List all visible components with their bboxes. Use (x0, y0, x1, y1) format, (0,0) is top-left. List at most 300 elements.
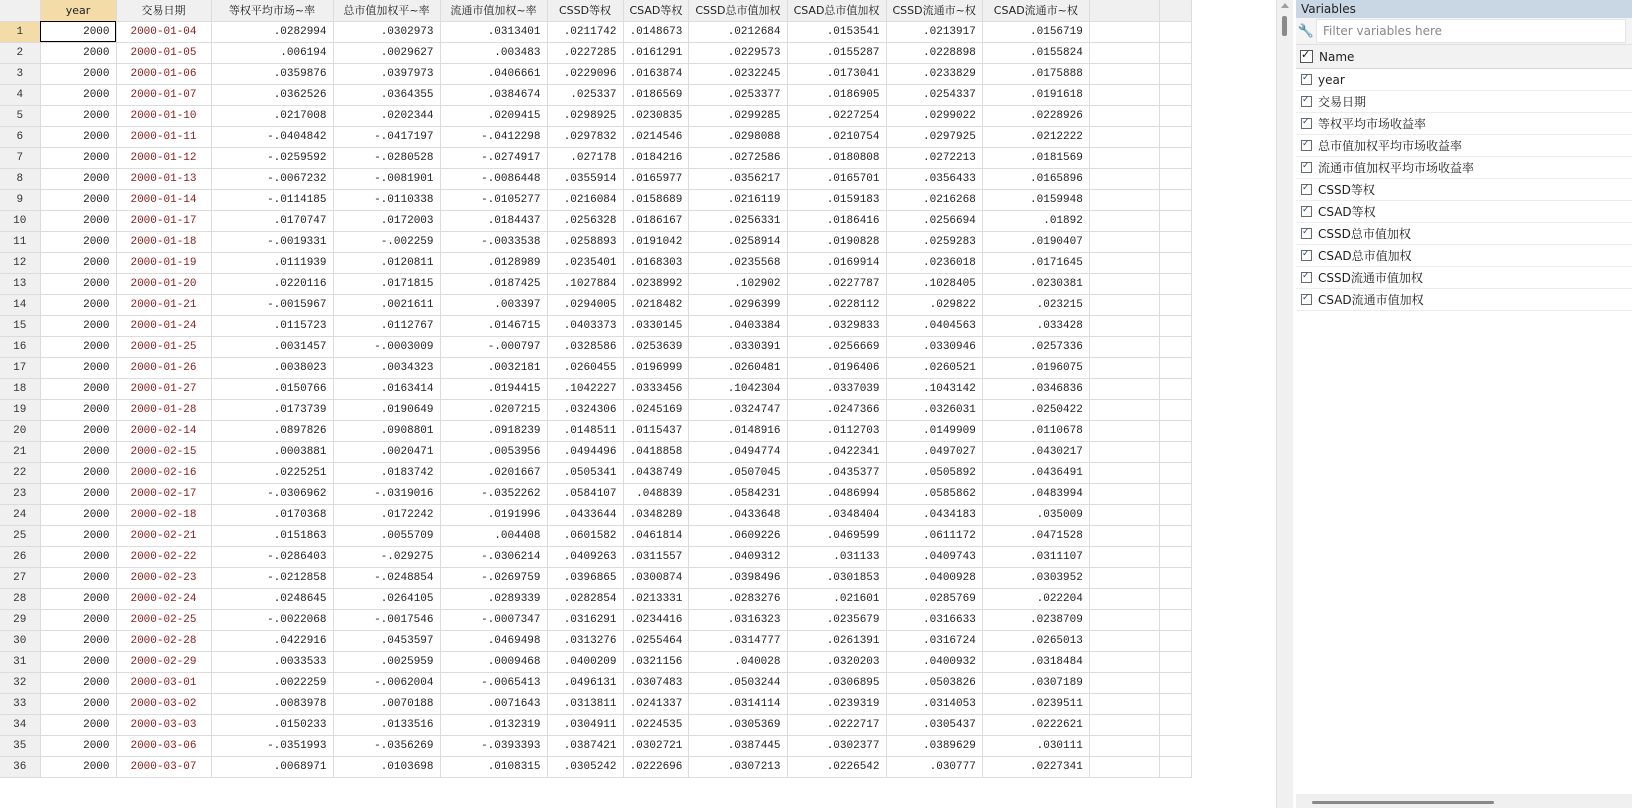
data-cell[interactable]: 2000 (40, 336, 116, 357)
row-number[interactable]: 35 (0, 735, 40, 756)
data-cell[interactable]: .0611172 (886, 525, 982, 546)
data-cell[interactable]: .0403384 (689, 315, 787, 336)
data-cell[interactable]: .0505341 (547, 462, 623, 483)
data-cell[interactable]: -.0306962 (211, 483, 333, 504)
date-cell[interactable]: 2000-01-21 (116, 294, 211, 315)
data-cell[interactable]: .0434183 (886, 504, 982, 525)
data-cell[interactable]: .0228898 (886, 42, 982, 63)
date-cell[interactable]: 2000-01-10 (116, 105, 211, 126)
empty-cell[interactable] (1159, 630, 1191, 651)
data-cell[interactable]: .0227254 (787, 105, 886, 126)
empty-cell[interactable] (1159, 714, 1191, 735)
data-cell[interactable]: .040028 (689, 651, 787, 672)
data-cell[interactable]: .0230835 (623, 105, 689, 126)
date-cell[interactable]: 2000-01-25 (116, 336, 211, 357)
data-cell[interactable]: .0202344 (333, 105, 440, 126)
data-cell[interactable]: .0356217 (689, 168, 787, 189)
data-cell[interactable]: .0207215 (440, 399, 547, 420)
empty-cell[interactable] (1159, 399, 1191, 420)
data-cell[interactable]: .0398496 (689, 567, 787, 588)
date-cell[interactable]: 2000-02-29 (116, 651, 211, 672)
data-cell[interactable]: .0165896 (982, 168, 1089, 189)
variable-checkbox[interactable] (1301, 250, 1312, 261)
data-cell[interactable]: .0355914 (547, 168, 623, 189)
data-cell[interactable]: .0210754 (787, 126, 886, 147)
data-cell[interactable]: .0298925 (547, 105, 623, 126)
empty-cell[interactable] (1089, 105, 1159, 126)
data-cell[interactable]: .0186416 (787, 210, 886, 231)
empty-cell[interactable] (1159, 420, 1191, 441)
data-cell[interactable]: .0186569 (623, 84, 689, 105)
data-cell[interactable]: .0260455 (547, 357, 623, 378)
date-cell[interactable]: 2000-02-24 (116, 588, 211, 609)
variable-checkbox[interactable] (1301, 294, 1312, 305)
data-cell[interactable]: .0305242 (547, 756, 623, 777)
data-cell[interactable]: 2000 (40, 588, 116, 609)
data-cell[interactable]: 2000 (40, 609, 116, 630)
data-cell[interactable]: .0330391 (689, 336, 787, 357)
data-cell[interactable]: .0021611 (333, 294, 440, 315)
data-cell[interactable]: .0313401 (440, 21, 547, 42)
data-cell[interactable]: -.0274917 (440, 147, 547, 168)
data-cell[interactable]: .0494774 (689, 441, 787, 462)
scroll-up-arrow-icon[interactable] (1281, 3, 1289, 8)
data-cell[interactable]: .0213331 (623, 588, 689, 609)
data-cell[interactable]: -.0086448 (440, 168, 547, 189)
data-cell[interactable]: .0194415 (440, 378, 547, 399)
data-cell[interactable]: 2000 (40, 378, 116, 399)
data-cell[interactable]: 2000 (40, 462, 116, 483)
data-cell[interactable]: .0070188 (333, 693, 440, 714)
empty-cell[interactable] (1089, 126, 1159, 147)
data-cell[interactable]: .0302973 (333, 21, 440, 42)
row-number[interactable]: 19 (0, 399, 40, 420)
data-cell[interactable]: .0430217 (982, 441, 1089, 462)
data-cell[interactable]: .025337 (547, 84, 623, 105)
data-cell[interactable]: 2000 (40, 63, 116, 84)
data-cell[interactable]: .0146715 (440, 315, 547, 336)
data-cell[interactable]: .0261391 (787, 630, 886, 651)
row-number[interactable]: 34 (0, 714, 40, 735)
empty-cell[interactable] (1159, 105, 1191, 126)
date-cell[interactable]: 2000-01-13 (116, 168, 211, 189)
variable-item[interactable] (1296, 157, 1632, 179)
data-cell[interactable]: .0328586 (547, 336, 623, 357)
data-cell[interactable]: .0156719 (982, 21, 1089, 42)
data-cell[interactable]: .0283276 (689, 588, 787, 609)
data-cell[interactable]: .0299285 (689, 105, 787, 126)
data-cell[interactable]: .0285769 (886, 588, 982, 609)
empty-cell[interactable] (1089, 567, 1159, 588)
data-cell[interactable]: .006194 (211, 42, 333, 63)
data-cell[interactable]: -.0248854 (333, 567, 440, 588)
empty-cell[interactable] (1159, 336, 1191, 357)
empty-cell[interactable] (1159, 651, 1191, 672)
wrench-icon[interactable]: 🔧 (1297, 23, 1315, 39)
data-cell[interactable]: .0585862 (886, 483, 982, 504)
data-cell[interactable]: .0289339 (440, 588, 547, 609)
data-cell[interactable]: .0256694 (886, 210, 982, 231)
empty-cell[interactable] (1089, 693, 1159, 714)
data-cell[interactable]: .0422916 (211, 630, 333, 651)
data-cell[interactable]: .0507045 (689, 462, 787, 483)
date-cell[interactable]: 2000-03-07 (116, 756, 211, 777)
data-cell[interactable]: .1043142 (886, 378, 982, 399)
variable-checkbox[interactable] (1301, 162, 1312, 173)
empty-column-header[interactable] (1159, 0, 1191, 21)
empty-cell[interactable] (1159, 42, 1191, 63)
row-number[interactable]: 12 (0, 252, 40, 273)
data-cell[interactable]: .0302721 (623, 735, 689, 756)
data-cell[interactable]: .0226542 (787, 756, 886, 777)
data-cell[interactable]: .0196075 (982, 357, 1089, 378)
data-cell[interactable]: .0148511 (547, 420, 623, 441)
data-cell[interactable]: .0227285 (547, 42, 623, 63)
date-cell[interactable]: 2000-01-04 (116, 21, 211, 42)
empty-cell[interactable] (1159, 756, 1191, 777)
data-cell[interactable]: .0908801 (333, 420, 440, 441)
row-number[interactable]: 20 (0, 420, 40, 441)
data-cell[interactable]: .0217008 (211, 105, 333, 126)
data-cell[interactable]: .0153541 (787, 21, 886, 42)
data-cell[interactable]: .0173739 (211, 399, 333, 420)
data-cell[interactable]: .0241337 (623, 693, 689, 714)
data-cell[interactable]: .0503244 (689, 672, 787, 693)
data-cell[interactable]: 2000 (40, 567, 116, 588)
empty-cell[interactable] (1159, 546, 1191, 567)
data-cell[interactable]: -.0062004 (333, 672, 440, 693)
data-cell[interactable]: .0305369 (689, 714, 787, 735)
data-cell[interactable]: .0316323 (689, 609, 787, 630)
empty-cell[interactable] (1089, 210, 1159, 231)
date-cell[interactable]: 2000-01-27 (116, 378, 211, 399)
data-cell[interactable]: -.002259 (333, 231, 440, 252)
row-number[interactable]: 26 (0, 546, 40, 567)
data-cell[interactable]: .0311557 (623, 546, 689, 567)
data-cell[interactable]: .0227787 (787, 273, 886, 294)
data-cell[interactable]: .0259283 (886, 231, 982, 252)
data-cell[interactable]: .0175888 (982, 63, 1089, 84)
data-cell[interactable]: .0111939 (211, 252, 333, 273)
data-cell[interactable]: .0120811 (333, 252, 440, 273)
corner-cell[interactable] (0, 0, 40, 21)
empty-cell[interactable] (1159, 672, 1191, 693)
data-cell[interactable]: -.0017546 (333, 609, 440, 630)
data-cell[interactable]: -.0393393 (440, 735, 547, 756)
column-header[interactable]: 总市值加权平~率 (333, 0, 440, 21)
data-cell[interactable]: -.0110338 (333, 189, 440, 210)
data-cell[interactable]: .0216084 (547, 189, 623, 210)
data-cell[interactable]: .0083978 (211, 693, 333, 714)
empty-cell[interactable] (1089, 672, 1159, 693)
data-cell[interactable]: .0297925 (886, 126, 982, 147)
data-cell[interactable]: .0170368 (211, 504, 333, 525)
data-cell[interactable]: .0158689 (623, 189, 689, 210)
data-cell[interactable]: -.0067232 (211, 168, 333, 189)
data-cell[interactable]: .0184437 (440, 210, 547, 231)
empty-cell[interactable] (1089, 357, 1159, 378)
empty-cell[interactable] (1159, 147, 1191, 168)
data-cell[interactable]: .0161291 (623, 42, 689, 63)
data-cell[interactable]: .0227341 (982, 756, 1089, 777)
data-cell[interactable]: .0148673 (623, 21, 689, 42)
data-cell[interactable]: .0333456 (623, 378, 689, 399)
row-number[interactable]: 3 (0, 63, 40, 84)
data-cell[interactable]: -.0081901 (333, 168, 440, 189)
data-cell[interactable]: .0187425 (440, 273, 547, 294)
data-cell[interactable]: .0255464 (623, 630, 689, 651)
data-cell[interactable]: .0225251 (211, 462, 333, 483)
data-cell[interactable]: .0159183 (787, 189, 886, 210)
data-cell[interactable]: .0306895 (787, 672, 886, 693)
empty-cell[interactable] (1089, 378, 1159, 399)
data-cell[interactable]: .0356433 (886, 168, 982, 189)
data-cell[interactable]: .1042227 (547, 378, 623, 399)
data-cell[interactable]: 2000 (40, 525, 116, 546)
data-cell[interactable]: .0029627 (333, 42, 440, 63)
data-cell[interactable]: 2000 (40, 105, 116, 126)
data-cell[interactable]: 2000 (40, 546, 116, 567)
data-cell[interactable]: .0314053 (886, 693, 982, 714)
empty-cell[interactable] (1089, 462, 1159, 483)
empty-cell[interactable] (1089, 273, 1159, 294)
data-cell[interactable]: 2000 (40, 714, 116, 735)
row-number[interactable]: 25 (0, 525, 40, 546)
data-cell[interactable]: 2000 (40, 693, 116, 714)
date-cell[interactable]: 2000-02-23 (116, 567, 211, 588)
date-cell[interactable]: 2000-03-06 (116, 735, 211, 756)
data-cell[interactable]: 2000 (40, 651, 116, 672)
data-cell[interactable]: .0053956 (440, 441, 547, 462)
data-cell[interactable]: -.0412298 (440, 126, 547, 147)
data-cell[interactable]: .0186905 (787, 84, 886, 105)
data-cell[interactable]: .0233829 (886, 63, 982, 84)
empty-cell[interactable] (1159, 588, 1191, 609)
variable-checkbox[interactable] (1301, 184, 1312, 195)
empty-cell[interactable] (1159, 483, 1191, 504)
data-cell[interactable]: .0298088 (689, 126, 787, 147)
data-cell[interactable]: -.0212858 (211, 567, 333, 588)
variable-checkbox[interactable] (1301, 118, 1312, 129)
data-cell[interactable]: .0165701 (787, 168, 886, 189)
date-cell[interactable]: 2000-01-11 (116, 126, 211, 147)
data-cell[interactable]: .0183742 (333, 462, 440, 483)
data-cell[interactable]: .0163874 (623, 63, 689, 84)
date-cell[interactable]: 2000-01-05 (116, 42, 211, 63)
row-number[interactable]: 10 (0, 210, 40, 231)
data-cell[interactable]: .0299022 (886, 105, 982, 126)
data-cell[interactable]: .0364355 (333, 84, 440, 105)
row-number[interactable]: 16 (0, 336, 40, 357)
empty-cell[interactable] (1089, 42, 1159, 63)
data-cell[interactable]: .0033533 (211, 651, 333, 672)
variable-checkbox[interactable] (1301, 140, 1312, 151)
data-cell[interactable]: .0191042 (623, 231, 689, 252)
row-number[interactable]: 8 (0, 168, 40, 189)
data-cell[interactable]: .0128989 (440, 252, 547, 273)
empty-cell[interactable] (1159, 21, 1191, 42)
data-cell[interactable]: .0216119 (689, 189, 787, 210)
data-cell[interactable]: .0190649 (333, 399, 440, 420)
data-cell[interactable]: .0025959 (333, 651, 440, 672)
data-cell[interactable]: 2000 (40, 672, 116, 693)
data-cell[interactable]: .0211742 (547, 21, 623, 42)
data-cell[interactable]: .0609226 (689, 525, 787, 546)
empty-cell[interactable] (1159, 378, 1191, 399)
data-cell[interactable]: .0165977 (623, 168, 689, 189)
data-cell[interactable]: .0032181 (440, 357, 547, 378)
data-cell[interactable]: .0389629 (886, 735, 982, 756)
column-header[interactable]: year (40, 0, 116, 21)
data-cell[interactable]: .0256328 (547, 210, 623, 231)
data-cell[interactable]: .0422341 (787, 441, 886, 462)
data-cell[interactable]: .0348289 (623, 504, 689, 525)
data-cell[interactable]: .0584231 (689, 483, 787, 504)
data-cell[interactable]: .0316724 (886, 630, 982, 651)
empty-cell[interactable] (1089, 315, 1159, 336)
empty-cell[interactable] (1159, 609, 1191, 630)
data-cell[interactable]: .0330145 (623, 315, 689, 336)
data-cell[interactable]: 2000 (40, 735, 116, 756)
date-cell[interactable]: 2000-02-17 (116, 483, 211, 504)
date-cell[interactable]: 2000-02-28 (116, 630, 211, 651)
data-cell[interactable]: -.0015967 (211, 294, 333, 315)
data-cell[interactable]: .0022259 (211, 672, 333, 693)
data-cell[interactable]: .0348404 (787, 504, 886, 525)
data-cell[interactable]: .0321156 (623, 651, 689, 672)
data-cell[interactable]: .0239319 (787, 693, 886, 714)
row-number[interactable]: 2 (0, 42, 40, 63)
data-cell[interactable]: .0235401 (547, 252, 623, 273)
empty-cell[interactable] (1089, 21, 1159, 42)
empty-cell[interactable] (1089, 63, 1159, 84)
data-cell[interactable]: .029822 (886, 294, 982, 315)
data-cell[interactable]: .0265013 (982, 630, 1089, 651)
row-number[interactable]: 1 (0, 21, 40, 42)
name-column-header[interactable] (1296, 45, 1632, 69)
data-cell[interactable]: 2000 (40, 483, 116, 504)
data-cell[interactable]: .0213917 (886, 21, 982, 42)
data-cell[interactable]: .0132319 (440, 714, 547, 735)
data-cell[interactable]: .0320203 (787, 651, 886, 672)
date-cell[interactable]: 2000-01-06 (116, 63, 211, 84)
data-cell[interactable]: .0112767 (333, 315, 440, 336)
data-cell[interactable]: .0247366 (787, 399, 886, 420)
column-header[interactable]: CSAD等权 (623, 0, 689, 21)
date-cell[interactable]: 2000-01-17 (116, 210, 211, 231)
data-cell[interactable]: .0181569 (982, 147, 1089, 168)
row-number[interactable]: 11 (0, 231, 40, 252)
data-cell[interactable]: .0483994 (982, 483, 1089, 504)
row-number[interactable]: 15 (0, 315, 40, 336)
data-cell[interactable]: .0234416 (623, 609, 689, 630)
data-cell[interactable]: .0435377 (787, 462, 886, 483)
empty-cell[interactable] (1089, 84, 1159, 105)
data-cell[interactable]: .0314114 (689, 693, 787, 714)
column-header[interactable]: CSAD总市值加权 (787, 0, 886, 21)
data-cell[interactable]: .01892 (982, 210, 1089, 231)
data-cell[interactable]: .0173041 (787, 63, 886, 84)
data-cell[interactable]: -.0404842 (211, 126, 333, 147)
data-cell[interactable]: .0897826 (211, 420, 333, 441)
data-cell[interactable]: .1027884 (547, 273, 623, 294)
empty-cell[interactable] (1089, 546, 1159, 567)
data-cell[interactable]: .0346836 (982, 378, 1089, 399)
data-cell[interactable]: .0297832 (547, 126, 623, 147)
data-cell[interactable]: .0313276 (547, 630, 623, 651)
data-cell[interactable]: .0209415 (440, 105, 547, 126)
data-cell[interactable]: .0163414 (333, 378, 440, 399)
data-cell[interactable]: .0324306 (547, 399, 623, 420)
data-cell[interactable]: .0260481 (689, 357, 787, 378)
date-cell[interactable]: 2000-02-14 (116, 420, 211, 441)
date-cell[interactable]: 2000-01-14 (116, 189, 211, 210)
data-cell[interactable]: .0397973 (333, 63, 440, 84)
data-cell[interactable]: .0296399 (689, 294, 787, 315)
data-cell[interactable]: .0282994 (211, 21, 333, 42)
data-cell[interactable]: .0191618 (982, 84, 1089, 105)
data-cell[interactable]: .0115723 (211, 315, 333, 336)
data-cell[interactable]: .0155287 (787, 42, 886, 63)
data-cell[interactable]: 2000 (40, 189, 116, 210)
date-cell[interactable]: 2000-01-18 (116, 231, 211, 252)
data-cell[interactable]: 2000 (40, 441, 116, 462)
data-cell[interactable]: .003483 (440, 42, 547, 63)
data-cell[interactable]: .0071643 (440, 693, 547, 714)
data-cell[interactable]: .0172242 (333, 504, 440, 525)
empty-cell[interactable] (1089, 735, 1159, 756)
variable-checkbox[interactable] (1301, 96, 1312, 107)
data-cell[interactable]: .0190828 (787, 231, 886, 252)
data-cell[interactable]: .0300874 (623, 567, 689, 588)
data-cell[interactable]: .004408 (440, 525, 547, 546)
data-cell[interactable]: .0009468 (440, 651, 547, 672)
data-cell[interactable]: .0503826 (886, 672, 982, 693)
empty-cell[interactable] (1159, 357, 1191, 378)
data-cell[interactable]: .0258893 (547, 231, 623, 252)
variable-item[interactable] (1296, 267, 1632, 289)
data-cell[interactable]: .0191996 (440, 504, 547, 525)
data-cell[interactable]: .0303952 (982, 567, 1089, 588)
data-cell[interactable]: .0180808 (787, 147, 886, 168)
empty-cell[interactable] (1089, 420, 1159, 441)
data-cell[interactable]: .0497027 (886, 441, 982, 462)
row-number[interactable]: 36 (0, 756, 40, 777)
data-cell[interactable]: .0159948 (982, 189, 1089, 210)
data-cell[interactable]: .0115437 (623, 420, 689, 441)
data-cell[interactable]: .0418858 (623, 441, 689, 462)
empty-cell[interactable] (1089, 525, 1159, 546)
date-cell[interactable]: 2000-01-24 (116, 315, 211, 336)
empty-cell[interactable] (1159, 189, 1191, 210)
date-cell[interactable]: 2000-02-18 (116, 504, 211, 525)
row-number[interactable]: 17 (0, 357, 40, 378)
data-cell[interactable]: 2000 (40, 84, 116, 105)
empty-cell[interactable] (1089, 756, 1159, 777)
row-number[interactable]: 5 (0, 105, 40, 126)
empty-cell[interactable] (1089, 630, 1159, 651)
date-cell[interactable]: 2000-01-07 (116, 84, 211, 105)
date-cell[interactable]: 2000-03-02 (116, 693, 211, 714)
data-cell[interactable]: .0248645 (211, 588, 333, 609)
data-cell[interactable]: -.000797 (440, 336, 547, 357)
data-cell[interactable]: .0212684 (689, 21, 787, 42)
data-cell[interactable]: 2000 (40, 147, 116, 168)
data-cell[interactable]: .0307213 (689, 756, 787, 777)
data-cell[interactable]: .0222621 (982, 714, 1089, 735)
data-cell[interactable]: -.029275 (333, 546, 440, 567)
data-cell[interactable]: .0239511 (982, 693, 1089, 714)
